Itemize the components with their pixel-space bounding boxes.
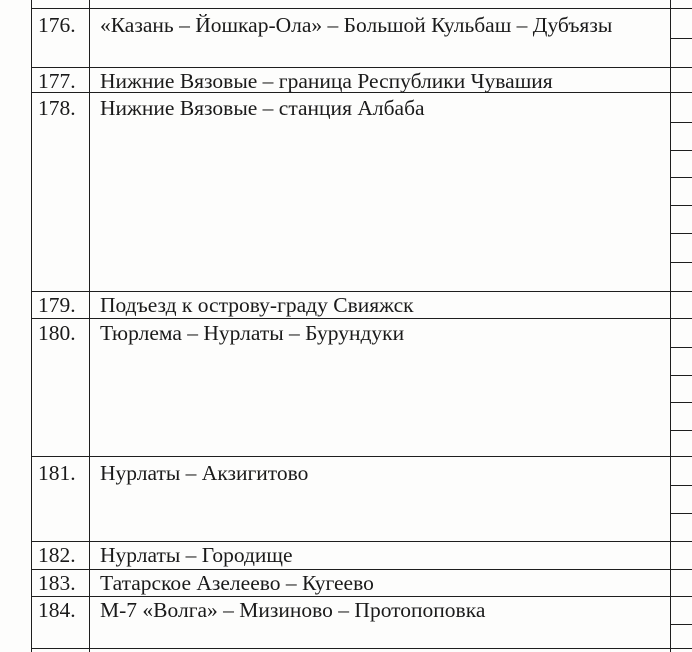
row-border (31, 318, 692, 319)
subrow-border (670, 233, 692, 234)
subrow-border (670, 430, 692, 431)
subrow-border (670, 205, 692, 206)
row-number: 183. (38, 571, 76, 595)
subrow-border (670, 177, 692, 178)
number-column-divider (89, 0, 90, 652)
subrow-border (670, 375, 692, 376)
row-number: 181. (38, 461, 76, 485)
row-border (31, 8, 692, 9)
subrow-border (670, 485, 692, 486)
subrow-border (670, 513, 692, 514)
name-column-divider (670, 0, 671, 652)
subrow-border (670, 150, 692, 151)
row-border (31, 456, 692, 457)
row-number: 177. (38, 69, 76, 93)
road-name: Подъезд к острову-граду Свияжск (100, 293, 414, 317)
road-name: Тюрлема – Нурлаты – Бурундуки (100, 321, 405, 345)
subrow-border (670, 347, 692, 348)
row-border (31, 648, 692, 649)
row-number: 180. (38, 321, 76, 345)
subrow-border (670, 262, 692, 263)
road-name: Нурлаты – Акзигитово (100, 461, 309, 485)
road-name: Нижние Вязовые – граница Республики Чувашия (100, 69, 553, 93)
road-name: «Казань – Йошкар-Ола» – Большой Кульбаш – Дубъязы (100, 13, 613, 37)
row-number: 182. (38, 543, 76, 567)
row-number: 179. (38, 293, 76, 317)
road-name: Нурлаты – Городище (100, 543, 293, 567)
road-name: М-7 «Волга» – Мизиново – Протопоповка (100, 598, 486, 622)
road-name: Татарское Азелеево – Кугеево (100, 571, 374, 595)
subrow-border (670, 38, 692, 39)
table-left-border (31, 0, 32, 652)
row-number: 184. (38, 598, 76, 622)
subrow-border (670, 402, 692, 403)
subrow-border (670, 624, 692, 625)
road-name: Нижние Вязовые – станция Албаба (100, 96, 425, 120)
row-number: 178. (38, 96, 76, 120)
row-number: 176. (38, 13, 76, 37)
subrow-border (670, 122, 692, 123)
